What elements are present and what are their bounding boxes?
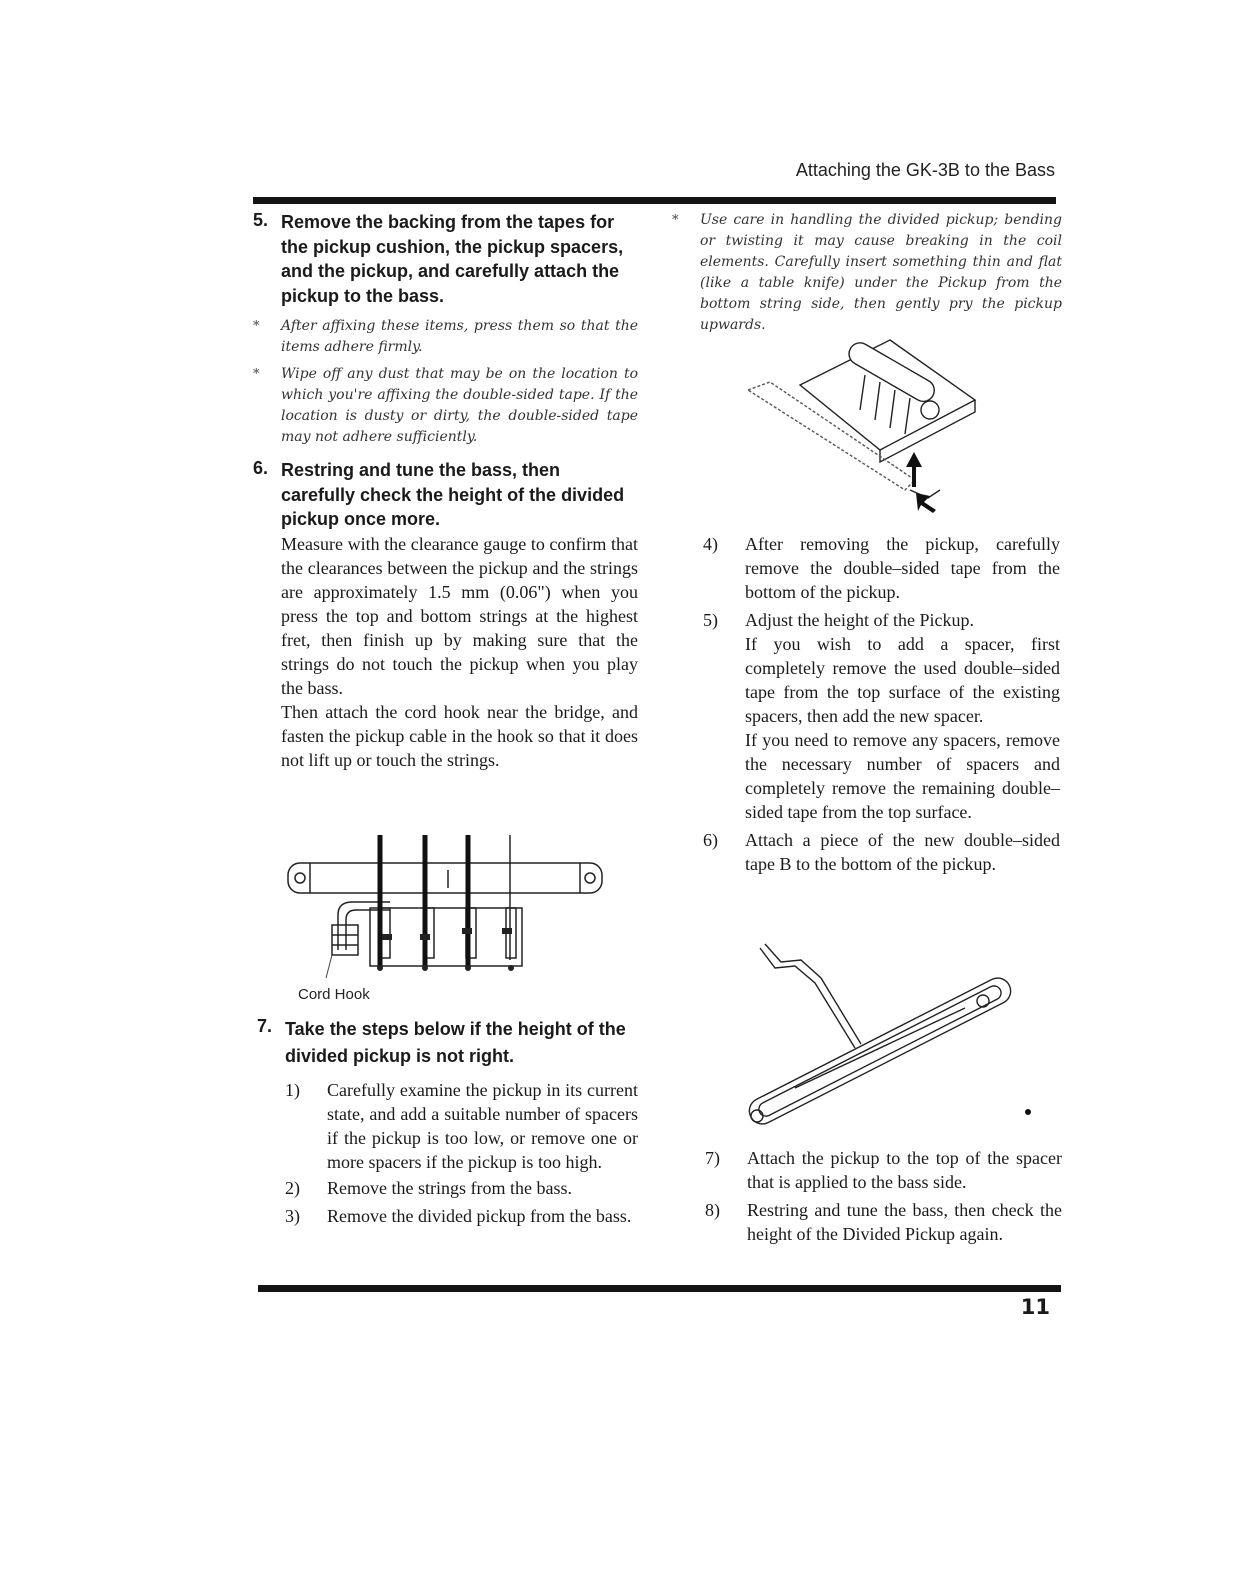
item-number: 5) xyxy=(703,610,718,630)
figure-caption: Cord Hook xyxy=(298,986,370,1003)
item-text: Adjust the height of the Pickup. xyxy=(745,610,974,630)
note xyxy=(672,210,1062,336)
note-text: Wipe off any dust that may be on the location to which you're affixing the double-sided tape. If the location is dusty or dirty, the double-sided tape may not adhere sufficiently. xyxy=(281,366,638,445)
item-text-group xyxy=(745,608,1060,824)
list-item xyxy=(703,532,1060,604)
step-heading-text: Take the steps below if the height of the divided pickup is not right. xyxy=(285,1019,626,1066)
note-text: Use care in handling the divided pickup; bending or twisting it may cause breaking in the coil elements. Carefully insert something thin and flat (like a table knife) under the Pickup from the bottom string side, then gently pry the pickup upwards. xyxy=(700,212,1062,333)
asterisk: * xyxy=(253,367,260,382)
asterisk: * xyxy=(672,213,679,228)
item-text: After removing the pickup, carefully remove the double–sided tape from the bottom of the pickup. xyxy=(745,534,1060,602)
list-item xyxy=(703,828,1060,876)
list-item xyxy=(703,608,1060,824)
list-item xyxy=(285,1078,638,1174)
step-6-heading xyxy=(253,458,638,532)
item-number: 1) xyxy=(285,1080,300,1100)
left-column-lower xyxy=(253,1016,638,1228)
item-text: Attach a piece of the new double–sided tape B to the bottom of the pickup. xyxy=(745,830,1060,874)
item-number: 3) xyxy=(285,1206,300,1226)
step-5-heading xyxy=(253,210,638,308)
step-7-list xyxy=(285,1078,638,1228)
item-text: Restring and tune the bass, then check the height of the Divided Pickup again. xyxy=(747,1200,1062,1244)
note xyxy=(253,316,638,358)
top-rule xyxy=(253,197,1056,204)
item-text: Remove the divided pickup from the bass. xyxy=(327,1206,632,1226)
left-column xyxy=(253,210,638,772)
item-number: 7) xyxy=(705,1148,720,1168)
pickup-cord-hook-illustration xyxy=(280,830,610,980)
list-item xyxy=(705,1198,1062,1246)
list-item xyxy=(285,1204,638,1228)
right-column xyxy=(672,210,1062,336)
running-header: Attaching the GK-3B to the Bass xyxy=(795,160,1055,180)
item-text: Remove the strings from the bass. xyxy=(327,1178,572,1198)
asterisk: * xyxy=(253,319,260,334)
note-text: After affixing these items, press them so that the items adhere firmly. xyxy=(281,318,638,355)
item-number: 4) xyxy=(703,534,718,554)
step-number: 6. xyxy=(253,458,269,478)
list-item xyxy=(285,1176,638,1200)
item-text: Attach the pickup to the top of the spacer that is applied to the bass side. xyxy=(747,1148,1062,1192)
item-text: Carefully examine the pickup in its current state, and add a suitable number of spacers if the pickup is too low, or remove one or more spacers if the pickup is too high. xyxy=(327,1080,638,1172)
item-number: 8) xyxy=(705,1200,720,1220)
step-6-paragraph: Then attach the cord hook near the bridge, and fasten the pickup cable in the hook so that it does not lift up or touch the strings. xyxy=(281,701,638,770)
bottom-rule xyxy=(258,1285,1061,1292)
pickup-tape-illustration xyxy=(735,938,1045,1138)
step-6-paragraph: Measure with the clearance gauge to confirm that the clearances between the pickup and the strings are approximately 1.5 mm (0.06") when you press the top and bottom strings at the highest fret, then finish up by making sure that the strings do not touch the pickup when you play the bass. xyxy=(281,533,638,698)
step-number: 7. xyxy=(257,1016,273,1036)
page-number: 11 xyxy=(1020,1295,1050,1319)
right-column-list-lower xyxy=(705,1146,1062,1246)
item-number: 2) xyxy=(285,1178,300,1198)
step-number: 5. xyxy=(253,210,269,230)
item-text: If you wish to add a spacer, first completely remove the used double–sided tape from the top surface of the existing spacers, then add the new spacer. xyxy=(745,634,1060,726)
right-column-list xyxy=(703,532,1060,876)
step-heading-text: Remove the backing from the tapes for the pickup cushion, the pickup spacers, and the pickup, and carefully attach the pickup to the bass. xyxy=(281,212,624,306)
step-heading-text: Restring and tune the bass, then carefully check the height of the divided pickup once more. xyxy=(281,460,625,529)
item-text: If you need to remove any spacers, remove the necessary number of spacers and completely remove the remaining double–sided tape from the top surface. xyxy=(745,730,1060,822)
note xyxy=(253,364,638,448)
pickup-removal-illustration xyxy=(740,330,990,525)
item-number: 6) xyxy=(703,830,718,850)
list-item xyxy=(705,1146,1062,1194)
step-7-heading xyxy=(253,1016,638,1070)
